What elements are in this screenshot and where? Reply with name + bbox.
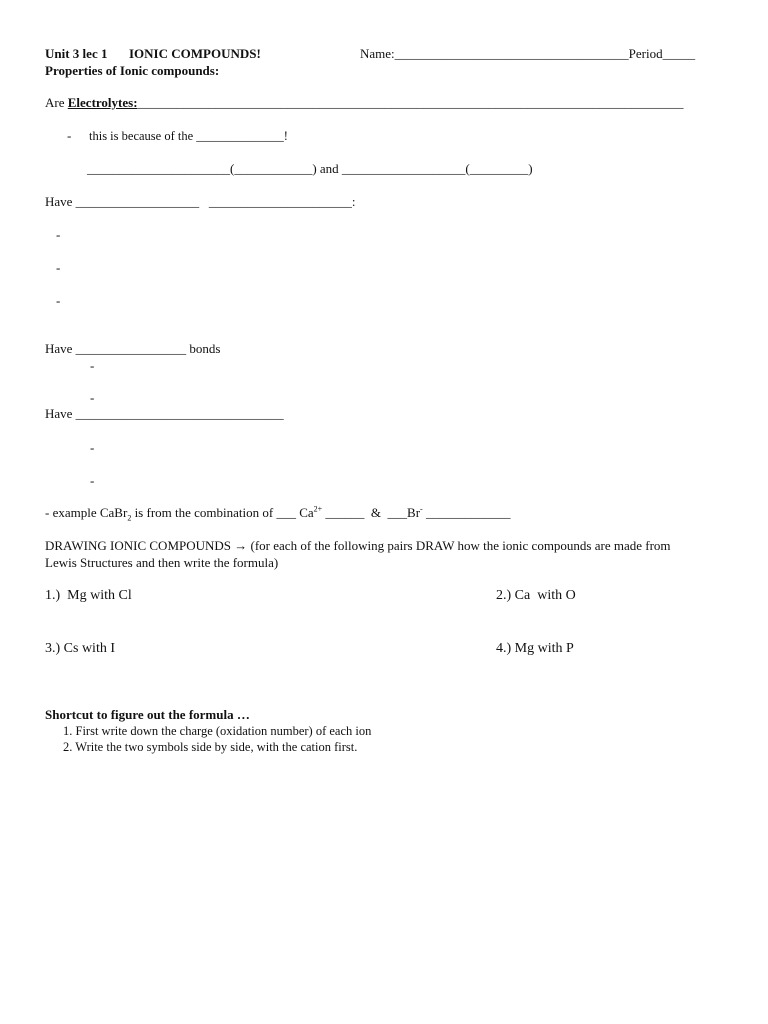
list-dash: - [90, 390, 95, 405]
pair-item: 1.) Mg with Cl [45, 588, 132, 603]
list-dash: - [56, 260, 61, 275]
list-dash: - [56, 227, 61, 242]
list-dash: - [90, 358, 95, 373]
example-mid2: ______ & ___Br [322, 505, 421, 520]
calcium-charge: 2+ [313, 504, 323, 514]
because-line: this is because of the ______________! [89, 129, 288, 143]
example-line [45, 506, 510, 521]
shortcut-step: 1. First write down the charge (oxidation number) of each ion [63, 724, 372, 738]
electrolytes-line [45, 96, 705, 111]
list-dash: - [56, 293, 61, 308]
because-dash: - [67, 128, 72, 143]
electrolytes-prefix: Are [45, 95, 68, 110]
pair-item: 2.) Ca with O [496, 588, 576, 603]
electrolytes-blank: ____________________________________________________________________________________ [137, 96, 684, 110]
have-bonds-line: Have _________________ bonds [45, 341, 221, 356]
drawing-instructions-line1: DRAWING IONIC COMPOUNDS → (for each of the following pairs DRAW how the ionic compounds are made from [45, 538, 671, 553]
example-subscript: 2 [127, 513, 132, 523]
bromide-charge: - [420, 504, 423, 514]
have-property-line: Have ________________________________ [45, 406, 284, 421]
have-property-line: Have ___________________ ______________________: [45, 194, 356, 209]
example-mid: is from the combination of ___ Ca [131, 505, 314, 520]
list-dash: - [90, 440, 95, 455]
drawing-instructions-line2: Lewis Structures and then write the formula) [45, 555, 279, 570]
particles-line: ______________________(____________) and ___________________(_________) [87, 161, 533, 176]
unit-label: Unit 3 lec 1 [45, 46, 108, 61]
shortcut-step: 2. Write the two symbols side by side, with the cation first. [63, 740, 358, 754]
example-end: _____________ [422, 505, 511, 520]
worksheet-title: IONIC COMPOUNDS! [129, 46, 261, 61]
name-period-field: Name:____________________________________Period_____ [360, 46, 696, 61]
example-start: - example CaBr [45, 505, 128, 520]
pair-item: 4.) Mg with P [496, 641, 574, 656]
list-dash: - [90, 473, 95, 488]
section-subtitle: Properties of Ionic compounds: [45, 63, 220, 78]
shortcut-title: Shortcut to figure out the formula … [45, 707, 250, 722]
pair-item: 3.) Cs with I [45, 641, 115, 656]
electrolytes-term: Electrolytes: [67, 95, 138, 110]
